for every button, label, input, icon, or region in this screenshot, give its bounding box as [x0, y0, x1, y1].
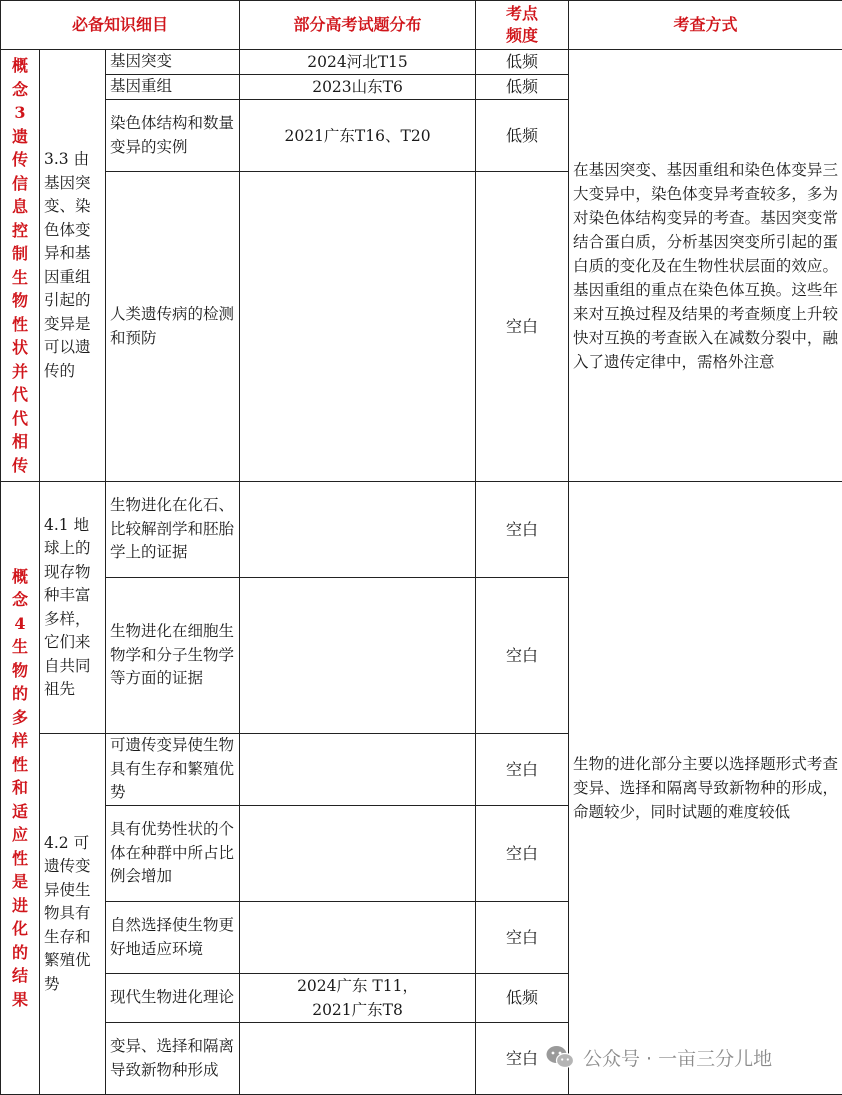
- item-cell: 染色体结构和数量变异的实例: [106, 100, 240, 172]
- header-knowledge: 必备知识细目: [1, 1, 240, 50]
- method-cell-concept-3: 在基因突变、基因重组和染色体变异三大变异中，染色体变异考查较多，多为对染色体结构变异的考查。基因突变常结合蛋白质，分析基因突变所引起的蛋白质的变化及在生物性状层面的效应。基因重组的重点在染色体互换。这些年来对互换过程及结果的考查频度上升较快对互换的考查嵌入在减数分裂中，融入了遗传定律中，需格外注意: [569, 50, 842, 482]
- exam-cell: [240, 578, 476, 734]
- header-exam-distribution: 部分高考试题分布: [240, 1, 476, 50]
- exam-cell: [240, 482, 476, 578]
- subconcept-3-3: 3.3 由基因突变、染色体变异和基因重组引起的变异是可以遗传的: [40, 50, 106, 482]
- exam-cell: 2023山东T6: [240, 75, 476, 100]
- frequency-cell: 空白: [476, 578, 569, 734]
- concept-3-cell: 概念3遗传信息控制生物性状并代代相传: [1, 50, 40, 482]
- watermark: [545, 1043, 772, 1071]
- frequency-cell: 空白: [476, 734, 569, 806]
- exam-cell: 2024广东 T11，2021广东T8: [240, 974, 476, 1023]
- frequency-cell: 低频: [476, 100, 569, 172]
- item-cell: 现代生物进化理论: [106, 974, 240, 1023]
- exam-cell: [240, 734, 476, 806]
- header-row: [1, 1, 842, 50]
- item-cell: 变异、选择和隔离导致新物种形成: [106, 1023, 240, 1095]
- frequency-cell: 空白: [476, 806, 569, 902]
- header-method: 考查方式: [569, 1, 842, 50]
- frequency-cell: 空白: [476, 1023, 569, 1095]
- item-cell: 生物进化在细胞生物学和分子生物学等方面的证据: [106, 578, 240, 734]
- header-frequency: 考点频度: [476, 1, 569, 50]
- item-cell: 自然选择使生物更好地适应环境: [106, 902, 240, 974]
- exam-cell: [240, 172, 476, 482]
- item-cell: 可遗传变异使生物具有生存和繁殖优势: [106, 734, 240, 806]
- frequency-cell: 空白: [476, 482, 569, 578]
- frequency-cell: 空白: [476, 902, 569, 974]
- concept-4-cell: 概念4生物的多样性和适应性是进化的结果: [1, 482, 40, 1095]
- item-cell: 人类遗传病的检测和预防: [106, 172, 240, 482]
- subconcept-4-2: 4.2 可遗传变异使生物具有生存和繁殖优势: [40, 734, 106, 1095]
- frequency-cell: 低频: [476, 50, 569, 75]
- frequency-cell: 低频: [476, 974, 569, 1023]
- item-cell: 具有优势性状的个体在种群中所占比例会增加: [106, 806, 240, 902]
- table-row: [1, 50, 842, 75]
- exam-cell: [240, 806, 476, 902]
- item-cell: 基因突变: [106, 50, 240, 75]
- item-cell: 生物进化在化石、比较解剖学和胚胎学上的证据: [106, 482, 240, 578]
- exam-cell: [240, 1023, 476, 1095]
- exam-cell: 2021广东T16、T20: [240, 100, 476, 172]
- watermark-text: 公众号 · 一亩三分儿地: [583, 1044, 772, 1071]
- table-row: [1, 482, 842, 578]
- frequency-cell: 低频: [476, 75, 569, 100]
- exam-cell: [240, 902, 476, 974]
- item-cell: 基因重组: [106, 75, 240, 100]
- frequency-cell: 空白: [476, 172, 569, 482]
- wechat-icon: [545, 1044, 575, 1070]
- subconcept-4-1: 4.1 地球上的现存物种丰富多样，它们来自共同祖先: [40, 482, 106, 734]
- method-cell-concept-4: 生物的进化部分主要以选择题形式考查变异、选择和隔离导致新物种的形成，命题较少，同时试题的难度较低: [569, 482, 842, 1095]
- exam-cell: 2024河北T15: [240, 50, 476, 75]
